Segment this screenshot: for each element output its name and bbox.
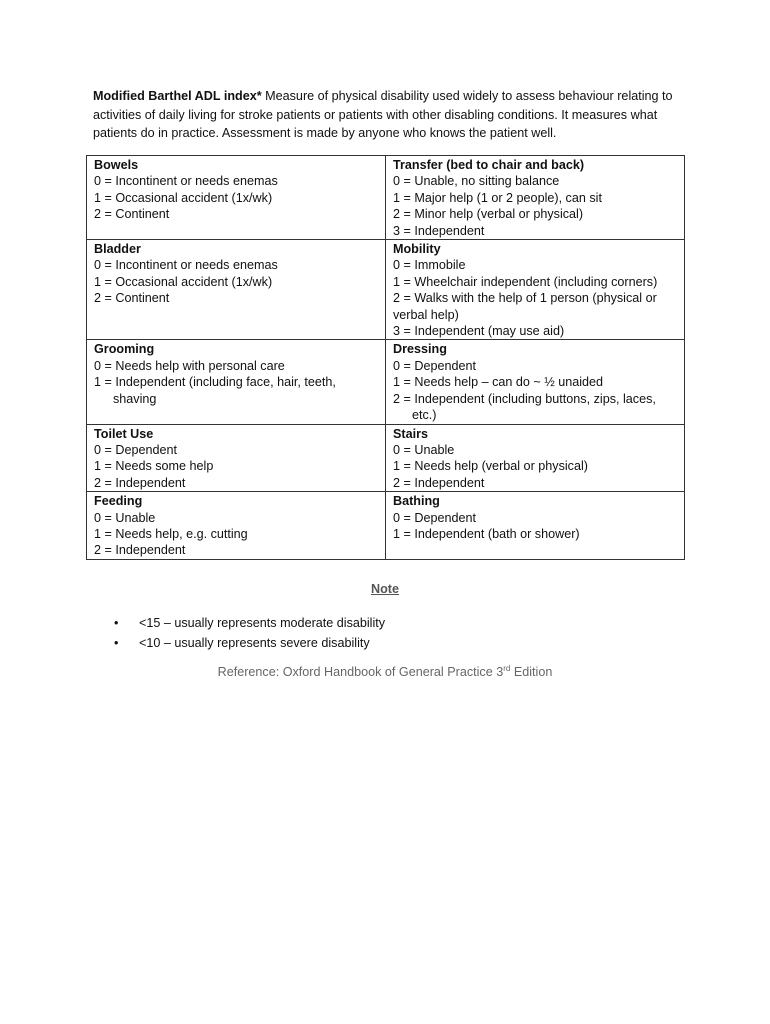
score-option: 2 = Independent [393, 475, 485, 490]
category-cell [386, 492, 685, 560]
note-heading: Note [371, 582, 399, 596]
score-option: 1 = Needs help – can do ~ ½ unaided [393, 375, 604, 390]
score-option: 0 = Needs help with personal care [94, 358, 285, 373]
table-row [87, 424, 685, 492]
category-cell [87, 240, 386, 340]
score-option: 0 = Immobile [393, 258, 466, 273]
category-cell [386, 424, 685, 492]
score-option: 1 = Wheelchair independent (including corners) [393, 274, 658, 289]
category-title: Toilet Use [94, 426, 154, 441]
score-option: 1 = Needs some help [94, 459, 214, 474]
list-item [114, 633, 385, 653]
category-title: Dressing [393, 342, 447, 357]
reference-text: Reference: Oxford Handbook of General Practice 3 [217, 665, 504, 680]
score-option: 1 = Independent (bath or shower) [393, 526, 580, 541]
category-title: Mobility [393, 242, 441, 257]
score-option: 1 = Needs help (verbal or physical) [393, 459, 588, 474]
category-title: Grooming [94, 342, 155, 357]
note-list [114, 613, 385, 653]
reference-superscript: rd [503, 664, 511, 673]
score-option: 0 = Incontinent or needs enemas [94, 174, 278, 189]
bullet-icon: • [114, 636, 119, 650]
score-option: 1 = Occasional accident (1x/wk) [94, 274, 273, 289]
list-item [114, 613, 385, 633]
score-option: 1 = Major help (1 or 2 people), can sit [393, 190, 602, 205]
score-option: 1 = Occasional accident (1x/wk) [94, 190, 273, 205]
category-title: Transfer (bed to chair and back) [393, 158, 585, 172]
category-title: Feeding [94, 494, 143, 509]
note-text: <10 – usually represents severe disability [139, 636, 370, 650]
category-cell [87, 340, 386, 424]
score-option: 3 = Independent [393, 223, 485, 238]
category-title: Bowels [94, 158, 139, 172]
barthel-table [86, 155, 685, 560]
score-option: 2 = Independent [94, 475, 186, 490]
reference-suffix: Edition [510, 665, 553, 680]
score-option: 0 = Dependent [393, 358, 476, 373]
category-cell [87, 156, 386, 240]
intro-paragraph [93, 87, 683, 143]
category-title: Stairs [393, 426, 429, 441]
category-cell [87, 492, 386, 560]
score-option: 0 = Unable [393, 442, 455, 457]
category-cell [386, 156, 685, 240]
reference-line [0, 664, 770, 679]
intro-text: Measure of physical disability used widely to assess behaviour relating to activities of daily living for stroke patients or patients with other disabling conditions. It measures what patients do in practice. Assessment is made by anyone who knows the patient well. [93, 89, 673, 140]
table-row [87, 240, 685, 340]
score-option: 2 = Independent (including buttons, zips, laces, etc.) [393, 391, 656, 423]
category-cell [386, 340, 685, 424]
score-option: 0 = Dependent [393, 510, 476, 525]
score-option: 3 = Independent (may use aid) [393, 324, 565, 339]
score-option: 2 = Continent [94, 207, 170, 222]
index-title: Modified Barthel ADL index* [93, 89, 262, 103]
note-text: <15 – usually represents moderate disability [139, 616, 386, 630]
score-option: 0 = Unable [94, 510, 156, 525]
score-option: 1 = Needs help, e.g. cutting [94, 526, 248, 541]
score-option: 0 = Unable, no sitting balance [393, 174, 560, 189]
table-row [87, 156, 685, 240]
bullet-icon: • [114, 616, 119, 630]
category-title: Bathing [393, 494, 440, 509]
score-option: 2 = Minor help (verbal or physical) [393, 207, 584, 222]
score-option: 0 = Incontinent or needs enemas [94, 258, 278, 273]
category-cell [87, 424, 386, 492]
score-option: 0 = Dependent [94, 442, 177, 457]
score-option: 2 = Independent [94, 543, 186, 558]
category-title: Bladder [94, 242, 141, 257]
table-row [87, 340, 685, 424]
table-row [87, 492, 685, 560]
score-option: 2 = Continent [94, 291, 170, 306]
category-cell [386, 240, 685, 340]
score-option: 1 = Independent (including face, hair, teeth, shaving [94, 375, 336, 406]
score-option: 2 = Walks with the help of 1 person (physical or verbal help) [393, 291, 657, 322]
